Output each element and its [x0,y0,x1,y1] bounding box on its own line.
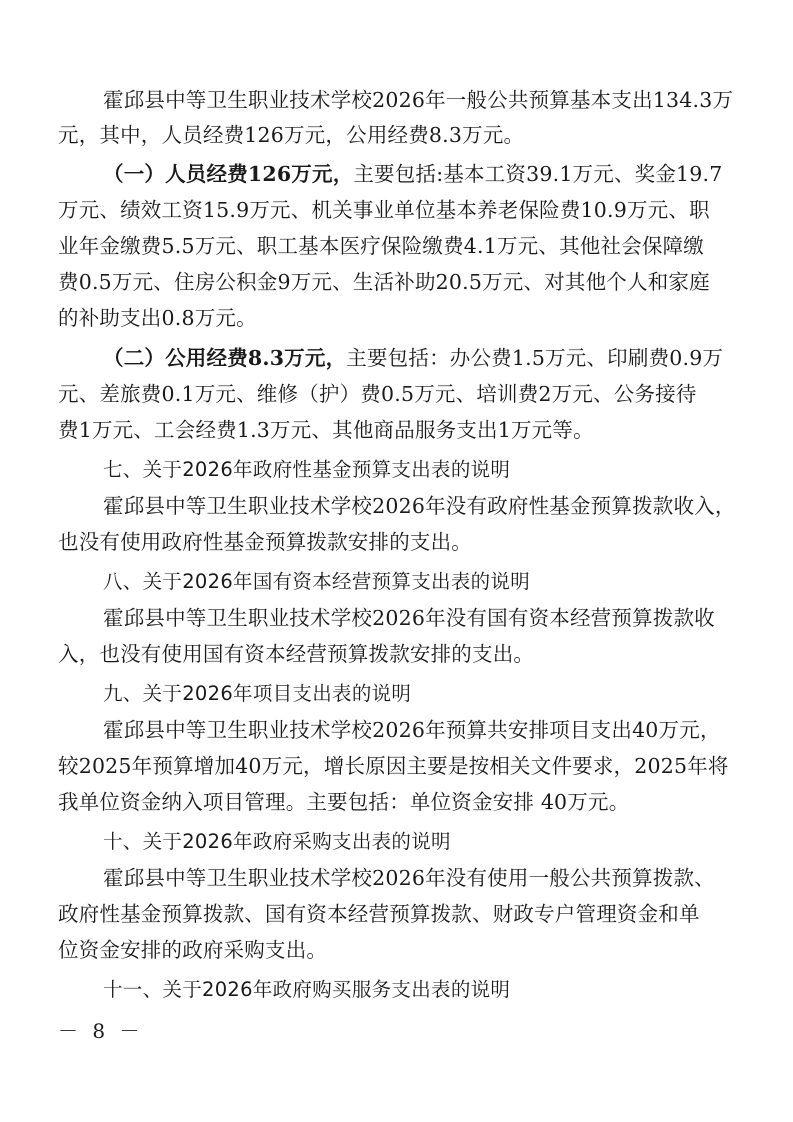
subsection-personnel [103,158,793,190]
paragraph-section-10: 霍邱县中等卫生职业技术学校2026年没有使用一般公共预算拨款、 [103,866,715,890]
section-heading-9: 九、关于2026年项目支出表的说明 [103,682,412,705]
paragraph-section-9: 霍邱县中等卫生职业技术学校2026年预算共安排项目支出40万元， [103,718,721,742]
section-heading-10: 十、关于2026年政府采购支出表的说明 [103,830,451,853]
subsection-public-funds-text: 主要包括：办公费1.5万元、印刷费0.9万 [346,346,724,370]
paragraph-public-funds-line: 元、差旅费0.1万元、维修（护）费0.5万元、培训费2万元、公务接待 [58,382,697,406]
paragraph-section-10-cont: 政府性基金预算拨款、国有资本经营预算拨款、财政专户管理资金和单 [58,902,700,926]
paragraph-section-8-cont: 入，也没有使用国有资本经营预算拨款安排的支出。 [58,642,535,666]
section-heading-7: 七、关于2026年政府性基金预算支出表的说明 [103,458,511,481]
subsection-personnel-text: 主要包括:基本工资39.1万元、奖金19.7 [353,162,723,186]
paragraph-basic-expenditure: 霍邱县中等卫生职业技术学校2026年一般公共预算基本支出134.3万 [103,88,734,112]
paragraph-section-8: 霍邱县中等卫生职业技术学校2026年没有国有资本经营预算拨款收 [103,606,715,630]
paragraph-basic-expenditure-cont: 元，其中，人员经费126万元，公用经费8.3万元。 [58,123,525,147]
section-heading-11: 十一、关于2026年政府购买服务支出表的说明 [103,978,511,1001]
paragraph-section-9-cont: 较2025年预算增加40万元，增长原因主要是按相关文件要求，2025年将 [58,754,729,778]
section-heading-8: 八、关于2026年国有资本经营预算支出表的说明 [103,570,531,593]
paragraph-section-9-cont: 我单位资金纳入项目管理。主要包括：单位资金安排 40万元。 [58,790,630,814]
page-number: － 8 － [58,1019,144,1043]
paragraph-personnel-line: 万元、绩效工资15.9万元、机关事业单位基本养老保险费10.9万元、职 [58,198,710,222]
paragraph-section-7: 霍邱县中等卫生职业技术学校2026年没有政府性基金预算拨款收入， [103,494,736,518]
subsection-public-funds-title: （二）公用经费8.3万元， [103,346,347,370]
subsection-public-funds [103,342,793,374]
paragraph-personnel-line: 的补助支出0.8万元。 [58,306,257,330]
paragraph-section-7-cont: 也没有使用政府性基金预算拨款安排的支出。 [58,530,472,554]
paragraph-personnel-line: 业年金缴费5.5万元、职工基本医疗保险缴费4.1万元、其他社会保障缴 [58,234,705,258]
paragraph-personnel-line: 费0.5万元、住房公积金9万元、生活补助20.5万元、对其他个人和家庭 [58,270,710,294]
paragraph-public-funds-line: 费1万元、工会经费1.3万元、其他商品服务支出1万元等。 [58,418,594,442]
paragraph-section-10-cont: 位资金安排的政府采购支出。 [58,938,328,962]
subsection-personnel-title: （一）人员经费126万元， [103,162,354,186]
